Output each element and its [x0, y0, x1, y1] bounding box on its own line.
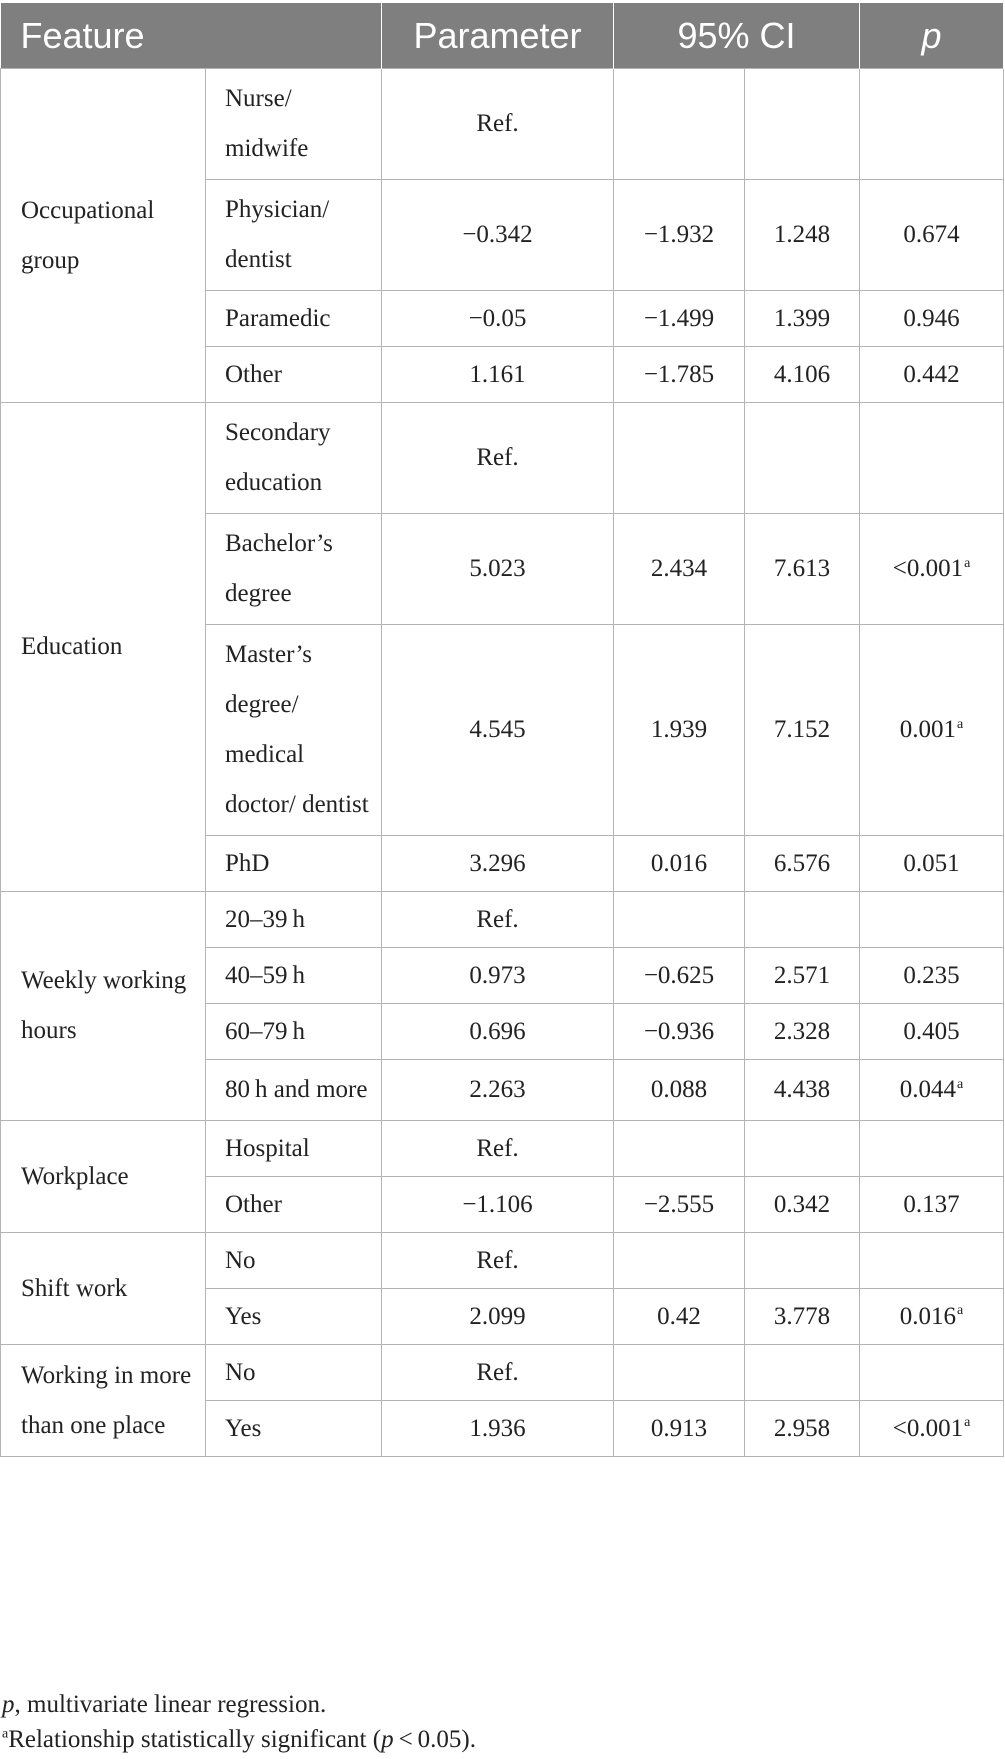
p-value-cell — [860, 514, 1004, 625]
parameter-cell: Ref. — [382, 892, 614, 948]
parameter-cell: 3.296 — [382, 836, 614, 892]
ci-upper-cell — [745, 69, 860, 180]
level-cell: Master’s degree/ medical doctor/ dentist — [206, 625, 382, 836]
ci-upper-cell: 1.248 — [745, 180, 860, 291]
p-value-cell — [860, 1121, 1004, 1177]
significance-marker: a — [957, 716, 964, 732]
table-footnotes — [2, 1687, 1002, 1757]
footnote-method-text: , multivariate linear regression. — [14, 1691, 327, 1718]
parameter-cell: −1.106 — [382, 1177, 614, 1233]
significance-marker: a — [957, 1076, 964, 1092]
parameter-cell: Ref. — [382, 1121, 614, 1177]
ci-lower-cell: 1.939 — [614, 625, 745, 836]
ci-lower-cell: −1.499 — [614, 291, 745, 347]
level-cell: 60–79 h — [206, 1004, 382, 1060]
ci-lower-cell: −1.932 — [614, 180, 745, 291]
p-value: <0.001 — [892, 1414, 964, 1442]
ci-upper-cell: 0.342 — [745, 1177, 860, 1233]
p-value-cell — [860, 1060, 1004, 1121]
ci-upper-cell: 7.613 — [745, 514, 860, 625]
ci-lower-cell — [614, 1233, 745, 1289]
footnote-marker: a — [2, 1726, 9, 1742]
parameter-cell: 1.936 — [382, 1401, 614, 1457]
parameter-cell: 2.263 — [382, 1060, 614, 1121]
feature-cell: Occupational group — [1, 69, 206, 403]
table-row — [1, 1121, 1004, 1177]
feature-cell: Education — [1, 403, 206, 892]
p-value-cell — [860, 1177, 1004, 1233]
table-row — [1, 1233, 1004, 1289]
parameter-cell: Ref. — [382, 403, 614, 514]
level-cell: Bachelor’s degree — [206, 514, 382, 625]
footnote-method — [2, 1687, 1002, 1722]
ci-lower-cell: −2.555 — [614, 1177, 745, 1233]
significance-marker: a — [957, 1303, 964, 1319]
p-value: 0.442 — [903, 360, 960, 388]
p-value-cell — [860, 180, 1004, 291]
p-value: 0.946 — [903, 304, 960, 332]
p-value: 0.051 — [903, 849, 960, 877]
ci-lower-cell — [614, 69, 745, 180]
level-cell: Yes — [206, 1401, 382, 1457]
p-value-cell — [860, 69, 1004, 180]
p-value: 0.674 — [903, 221, 960, 248]
footnote-significance-text: Relationship statistically significant ( — [8, 1726, 382, 1753]
ci-lower-cell: 0.913 — [614, 1401, 745, 1457]
parameter-cell: 0.696 — [382, 1004, 614, 1060]
level-cell: Secondary education — [206, 403, 382, 514]
ci-upper-cell: 4.106 — [745, 347, 860, 403]
feature-cell: Workplace — [1, 1121, 206, 1233]
footnote-significance-threshold: < 0.05). — [393, 1726, 477, 1753]
ci-upper-cell: 7.152 — [745, 625, 860, 836]
ci-lower-cell — [614, 1121, 745, 1177]
significance-marker: a — [964, 1415, 971, 1431]
parameter-cell: 1.161 — [382, 347, 614, 403]
p-value-cell — [860, 1289, 1004, 1345]
parameter-cell: Ref. — [382, 1233, 614, 1289]
p-value-cell — [860, 347, 1004, 403]
ci-upper-cell — [745, 403, 860, 514]
p-value: 0.001 — [899, 716, 957, 743]
p-value-cell — [860, 836, 1004, 892]
ci-lower-cell — [614, 1345, 745, 1401]
parameter-cell: 4.545 — [382, 625, 614, 836]
p-value: 0.044 — [899, 1076, 957, 1103]
level-cell: 40–59 h — [206, 948, 382, 1004]
level-cell: Yes — [206, 1289, 382, 1345]
parameter-cell: Ref. — [382, 1345, 614, 1401]
p-value-cell — [860, 625, 1004, 836]
p-value: 0.235 — [903, 961, 960, 989]
ci-upper-cell — [745, 1233, 860, 1289]
table-row — [1, 403, 1004, 514]
feature-cell: Working in more than one place — [1, 1345, 206, 1457]
table-body — [1, 69, 1004, 1457]
level-cell: PhD — [206, 836, 382, 892]
level-cell: No — [206, 1345, 382, 1401]
ci-lower-cell — [614, 892, 745, 948]
ci-upper-cell: 2.958 — [745, 1401, 860, 1457]
level-cell: No — [206, 1233, 382, 1289]
ci-upper-cell — [745, 892, 860, 948]
parameter-cell: 5.023 — [382, 514, 614, 625]
ci-lower-cell: −0.625 — [614, 948, 745, 1004]
ci-lower-cell: 0.088 — [614, 1060, 745, 1121]
ci-lower-cell — [614, 403, 745, 514]
ci-upper-cell — [745, 1121, 860, 1177]
header-ci: 95% CI — [614, 3, 860, 69]
ci-lower-cell: 2.434 — [614, 514, 745, 625]
p-value-cell — [860, 1401, 1004, 1457]
footnote-significance — [2, 1722, 1002, 1757]
table-header — [1, 3, 1004, 69]
ci-upper-cell: 6.576 — [745, 836, 860, 892]
p-value: <0.001 — [892, 555, 964, 582]
ci-lower-cell: −1.785 — [614, 347, 745, 403]
level-cell: Physician/ dentist — [206, 180, 382, 291]
ci-lower-cell: 0.016 — [614, 836, 745, 892]
p-value-cell — [860, 291, 1004, 347]
ci-upper-cell: 4.438 — [745, 1060, 860, 1121]
p-value: 0.137 — [903, 1190, 960, 1218]
p-value-cell — [860, 1345, 1004, 1401]
p-value-cell — [860, 948, 1004, 1004]
regression-table — [0, 3, 1004, 1457]
parameter-cell: Ref. — [382, 69, 614, 180]
p-value-cell — [860, 1004, 1004, 1060]
ci-upper-cell: 3.778 — [745, 1289, 860, 1345]
level-cell: Nurse/ midwife — [206, 69, 382, 180]
header-p: p — [860, 3, 1004, 69]
ci-lower-cell: 0.42 — [614, 1289, 745, 1345]
level-cell: Other — [206, 347, 382, 403]
p-value-cell — [860, 403, 1004, 514]
feature-cell: Shift work — [1, 1233, 206, 1345]
parameter-cell: 0.973 — [382, 948, 614, 1004]
footnote-p-symbol: p — [2, 1691, 15, 1718]
level-cell: 80 h and more — [206, 1060, 382, 1121]
p-value: 0.016 — [899, 1302, 957, 1330]
p-value-cell — [860, 892, 1004, 948]
parameter-cell: −0.342 — [382, 180, 614, 291]
feature-cell: Weekly working hours — [1, 892, 206, 1121]
ci-upper-cell: 1.399 — [745, 291, 860, 347]
level-cell: Other — [206, 1177, 382, 1233]
level-cell: 20–39 h — [206, 892, 382, 948]
parameter-cell: −0.05 — [382, 291, 614, 347]
parameter-cell: 2.099 — [382, 1289, 614, 1345]
table-row — [1, 892, 1004, 948]
ci-upper-cell: 2.571 — [745, 948, 860, 1004]
p-value: 0.405 — [903, 1017, 960, 1045]
p-value-cell — [860, 1233, 1004, 1289]
table-row — [1, 1345, 1004, 1401]
level-cell: Paramedic — [206, 291, 382, 347]
ci-upper-cell: 2.328 — [745, 1004, 860, 1060]
ci-lower-cell: −0.936 — [614, 1004, 745, 1060]
significance-marker: a — [964, 555, 971, 571]
footnote-significance-p: p — [381, 1726, 394, 1753]
header-parameter: Parameter — [382, 3, 614, 69]
level-cell: Hospital — [206, 1121, 382, 1177]
header-feature: Feature — [1, 3, 382, 69]
ci-upper-cell — [745, 1345, 860, 1401]
table-row — [1, 69, 1004, 180]
